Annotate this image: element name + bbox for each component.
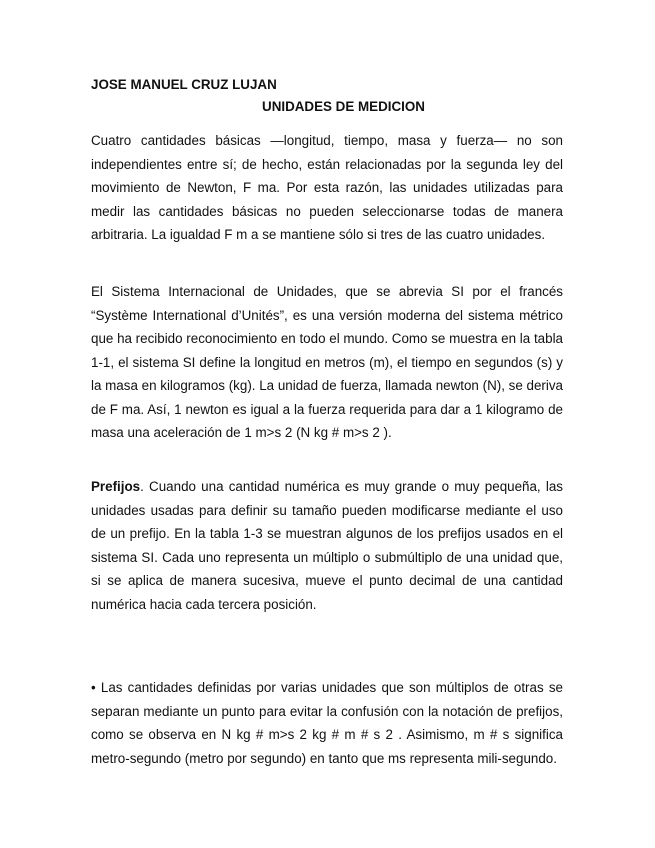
- document-title: [0, 99, 655, 114]
- paragraph-unit-notation: • Las cantidades definidas por varias unidades que son múltiplos de otras se separan mediante un punto para evitar la confusión con la notación de prefijos, como se observa en N kg # m>s 2 kg # m # s 2 . Asimismo, m # s significa metro-segundo (metro por segundo) en tanto que ms representa mili-segundo.: [91, 680, 563, 766]
- author-name: JOSE MANUEL CRUZ LUJAN: [91, 77, 277, 92]
- paragraph-basic-quantities: Cuatro cantidades básicas —longitud, tiempo, masa y fuerza— no son independientes entre sí; de hecho, están relacionadas por la segunda ley del movimiento de Newton, F ma. Por esta razón, las unidades utilizadas para medir las cantidades básicas no pueden seleccionarse todas de manera arbitraria. La igualdad F m a se mantiene sólo si tres de las cuatro unidades.: [91, 133, 563, 242]
- prefixes-heading: Prefijos: [91, 479, 141, 494]
- paragraph-prefixes: [91, 475, 563, 616]
- paragraph-si-system: El Sistema Internacional de Unidades, que se abrevia SI por el francés “Système International d’Unités”, es una versión moderna del sistema métrico que ha recibido reconocimiento en todo el mundo. Como se muestra en la tabla 1-1, el sistema SI define la longitud en metros (m), el tiempo en segundos (s) y la masa en kilogramos (kg). La unidad de fuerza, llamada newton (N), se deriva de F ma. Así, 1 newton es igual a la fuerza requerida para dar a 1 kilogramo de masa una aceleración de 1 m>s 2 (N kg # m>s 2 ).: [91, 284, 563, 440]
- prefixes-text: . Cuando una cantidad numérica es muy grande o muy pequeña, las unidades usadas para definir su tamaño pueden modificarse mediante el uso de un prefijo. En la tabla 1-3 se muestran algunos de los prefijos usados en el sistema SI. Cada uno representa un múltiplo o submúltiplo de una unidad que, si se aplica de manera sucesiva, mueve el punto decimal de una cantidad numérica hacia cada tercera posición.: [91, 479, 563, 612]
- document-title-text: UNIDADES DE MEDICION: [262, 99, 425, 114]
